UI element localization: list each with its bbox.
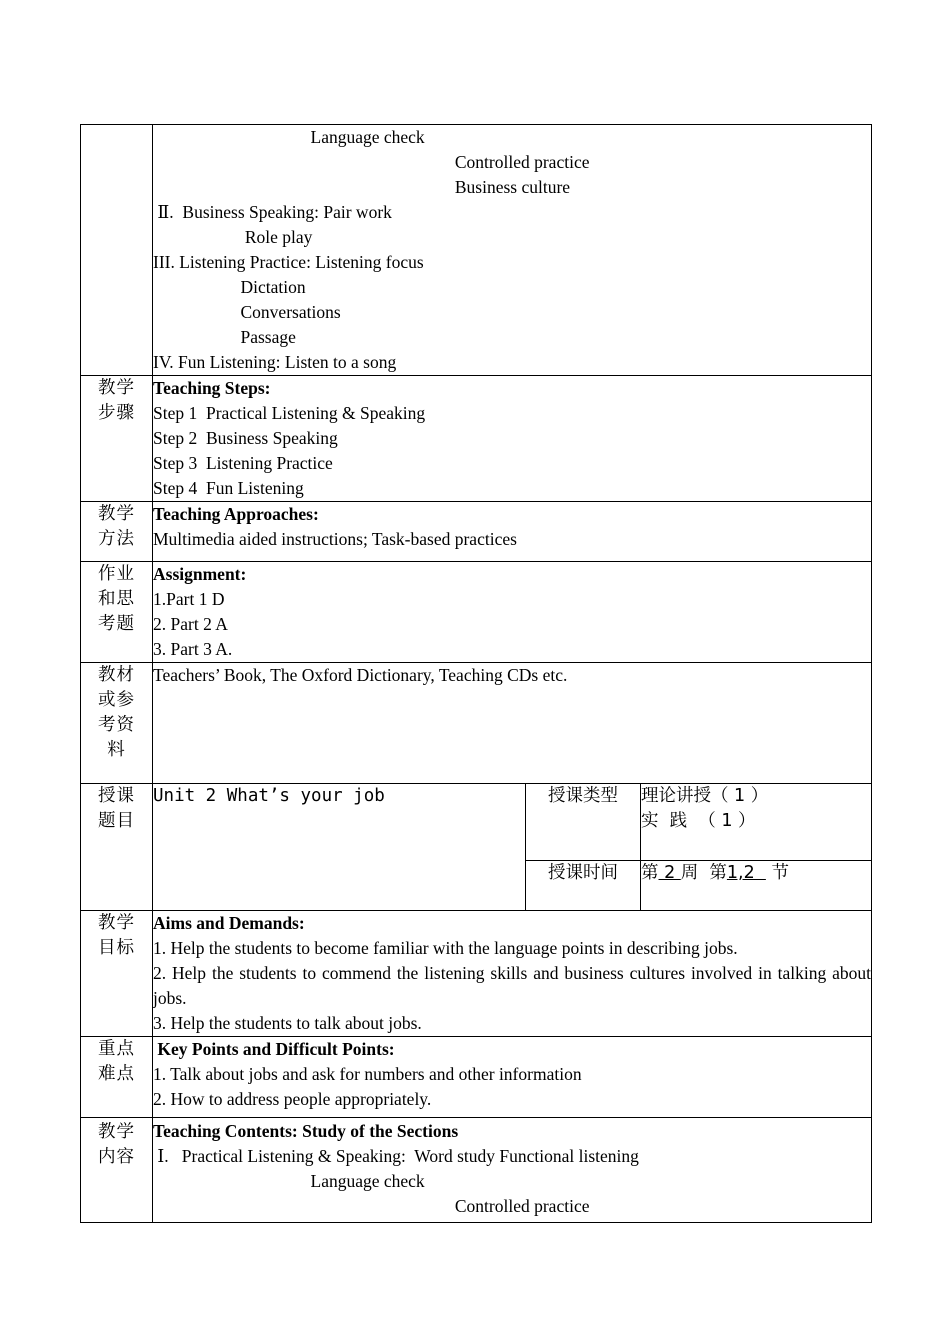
key-points-row <box>81 1037 872 1118</box>
contents-cell <box>153 1118 872 1223</box>
course-time-value: 第 2 周 第1,2 节 <box>641 861 872 911</box>
contents-row <box>81 1118 872 1223</box>
teaching-approaches-label: 教学 方法 <box>81 502 153 562</box>
continued-contents-cell <box>153 125 872 376</box>
contents-label: 教学 内容 <box>81 1118 153 1223</box>
teaching-approaches-cell <box>153 502 872 562</box>
teaching-steps-cell <box>153 376 872 502</box>
content-line: Conversations <box>153 302 341 322</box>
course-time-label: 授课时间 <box>526 861 641 911</box>
step-item: Step 4 Fun Listening <box>153 478 304 498</box>
lesson-plan-table <box>80 124 872 1223</box>
materials-row <box>81 663 872 784</box>
unit-title: Unit 2 What’s your job <box>153 784 526 911</box>
unit-title-label: 授课 题目 <box>81 784 153 911</box>
teaching-steps-label: 教学 步骤 <box>81 376 153 502</box>
content-line: IV. Fun Listening: Listen to a song <box>153 352 397 372</box>
section-heading: Teaching Approaches: <box>153 504 319 524</box>
assignment-item: 1.Part 1 D <box>153 589 225 609</box>
teaching-steps-row <box>81 376 872 502</box>
unit-row-top <box>81 784 872 861</box>
content-line: Dictation <box>153 277 306 297</box>
key-point-item: 1. Talk about jobs and ask for numbers and other information <box>153 1064 582 1084</box>
course-type-value: 理论讲授（ 1 ） 实 践 （ 1 ） <box>641 784 872 861</box>
materials-cell <box>153 663 872 784</box>
section-heading: Key Points and Difficult Points: <box>153 1039 395 1059</box>
content-line: Language check <box>153 1171 425 1191</box>
week-number: 2 <box>658 863 681 883</box>
section-heading: Teaching Contents: Study of the Sections <box>153 1121 459 1141</box>
aim-item: 1. Help the students to become familiar with the language points in describing jobs. <box>153 938 738 958</box>
section-heading: Teaching Steps: <box>153 378 271 398</box>
section-heading: Assignment: <box>153 564 247 584</box>
aim-item: 3. Help the students to talk about jobs. <box>153 1013 422 1033</box>
teaching-approaches-row <box>81 502 872 562</box>
content-line: Controlled practice <box>153 1196 590 1216</box>
aims-row <box>81 911 872 1037</box>
content-line: Ⅱ. Business Speaking: Pair work <box>153 202 392 222</box>
content-line: Language check <box>153 127 425 147</box>
approach-text: Multimedia aided instructions; Task-based practices <box>153 529 517 549</box>
assignment-cell <box>153 562 872 663</box>
key-points-label: 重点 难点 <box>81 1037 153 1118</box>
step-item: Step 3 Listening Practice <box>153 453 333 473</box>
assignment-item: 2. Part 2 A <box>153 614 228 634</box>
content-line: III. Listening Practice: Listening focus <box>153 252 424 272</box>
course-type-label: 授课类型 <box>526 784 641 861</box>
content-line: Controlled practice <box>153 152 590 172</box>
step-item: Step 1 Practical Listening & Speaking <box>153 403 426 423</box>
empty-label-cell <box>81 125 153 376</box>
section-heading: Aims and Demands: <box>153 913 305 933</box>
assignment-item: 3. Part 3 A. <box>153 639 233 659</box>
content-line: Passage <box>153 327 296 347</box>
key-point-item: 2. How to address people appropriately. <box>153 1089 432 1109</box>
assignment-row <box>81 562 872 663</box>
aims-cell <box>153 911 872 1037</box>
content-line: Ⅰ. Practical Listening & Speaking: Word study Functional listening <box>153 1146 639 1166</box>
content-line: Business culture <box>153 177 571 197</box>
materials-label: 教材 或参 考资 料 <box>81 663 153 784</box>
content-line: Role play <box>153 227 313 247</box>
session-numbers: 1,2 <box>726 863 766 883</box>
assignment-label: 作业 和思 考题 <box>81 562 153 663</box>
key-points-cell <box>153 1037 872 1118</box>
aim-item: 2. Help the students to commend the listening skills and business cultures involved in talking about jobs. <box>153 963 871 1008</box>
materials-text: Teachers’ Book, The Oxford Dictionary, Teaching CDs etc. <box>153 665 568 685</box>
aims-label: 教学 目标 <box>81 911 153 1037</box>
step-item: Step 2 Business Speaking <box>153 428 338 448</box>
continued-contents-row <box>81 125 872 376</box>
